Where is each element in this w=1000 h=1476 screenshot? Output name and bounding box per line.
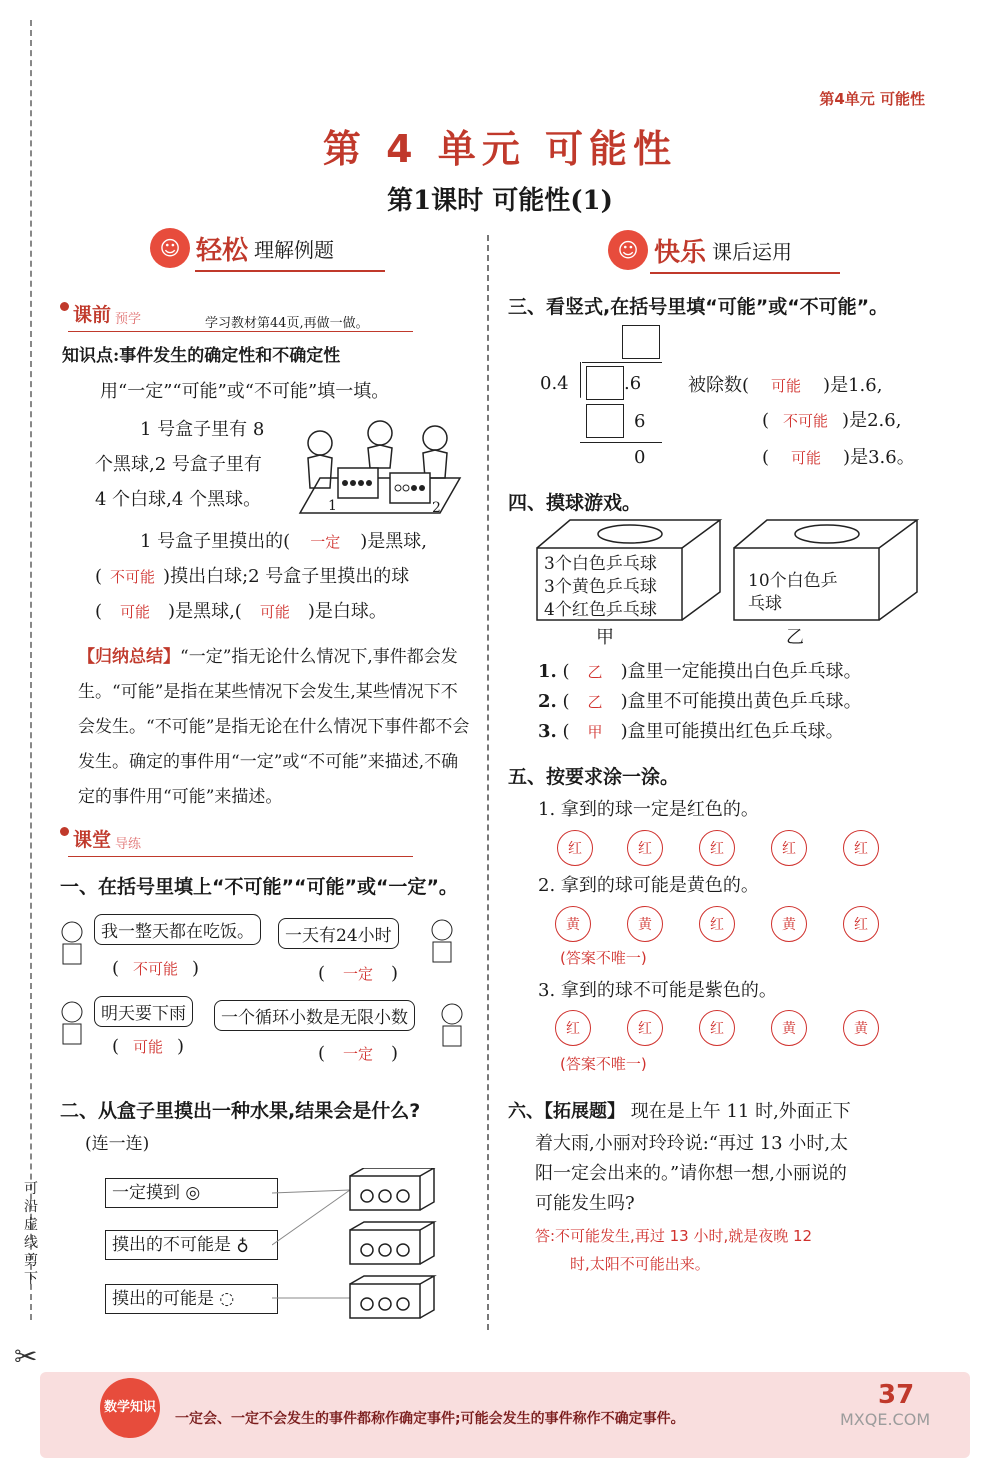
ball: 红: [843, 906, 879, 942]
left-banner-underline: [195, 270, 385, 272]
ball: 黄: [771, 1010, 807, 1046]
speech-bubble-2: 一天有24小时: [278, 918, 399, 949]
q5-item-1: 1. 拿到的球一定是红色的。: [538, 799, 759, 820]
q3-answer-2: ( 不可能 )是2.6,: [762, 410, 902, 431]
tag-dot: [60, 302, 69, 311]
ball: 黄: [627, 906, 663, 942]
class-tag-label: 课堂: [73, 829, 112, 851]
question-2-title: 二、从盒子里摸出一种水果,结果会是什么?: [60, 1100, 421, 1122]
pre-tag-line: [68, 331, 413, 332]
link-option-1: 一定摸到 ◎: [105, 1178, 278, 1208]
box-label-1: 1: [328, 498, 337, 514]
box-jia-line-1: 3个白色乒乓球: [544, 554, 657, 574]
answer-row-1-right: ( 一定 ): [318, 963, 399, 984]
ball: 红: [627, 1010, 663, 1046]
subtraction-line: [580, 442, 662, 443]
q5-note-2: (答案不唯一): [560, 949, 647, 967]
footer-text: 一定会、一定不会发生的事件都称作确定事件;可能会发生的事件称作不确定事件。: [175, 1411, 685, 1427]
child-icon: [55, 1000, 89, 1046]
question-2-sub: (连一连): [85, 1134, 150, 1154]
answer-row-1-left: ( 不可能 ): [112, 958, 200, 979]
answer-row-2-left: ( 可能 ): [112, 1036, 185, 1057]
box-label-jia: 甲: [596, 627, 614, 648]
pre-tag: [60, 300, 141, 327]
pre-tag-sub: 预学: [115, 312, 142, 327]
class-tag-line: [68, 856, 413, 857]
peach-icon: ◌: [219, 1289, 235, 1309]
child-figure-2: [368, 421, 392, 468]
q5-item-2: 2. 拿到的球可能是黄色的。: [538, 875, 759, 896]
product-box: [586, 404, 624, 438]
right-banner-underline: [650, 272, 840, 274]
child-icon: [55, 920, 89, 966]
box-label-yi: 乙: [786, 627, 804, 648]
fill-line-2: ( 不可能 )摸出白球;2 号盒子里摸出的球: [95, 566, 410, 587]
left-banner: [150, 228, 334, 268]
q6-line-3: 阳一定会出来的。”请你想一想,小丽说的: [535, 1163, 847, 1184]
division-bracket: [580, 362, 581, 398]
box-jia-line-2: 3个黄色乒乓球: [544, 577, 657, 597]
watermark: MXQE.COM: [840, 1410, 931, 1429]
summary-block: 【归纳总结】“一定”指无论什么情况下,事件都会发生。“可能”是指在某些情况下会发生,某些情况下不会发生。“不可能”是指无论在什么情况下事件都不会发生。确定的事件用“一定”或“不可能”来描述,不确定的事件用“可能”来描述。: [78, 647, 470, 807]
divisor: 0.4: [540, 373, 569, 394]
speech-bubble-4: 一个循环小数是无限小数: [214, 1000, 415, 1031]
ball: 红: [699, 906, 735, 942]
q4-item-2: 2. ( 乙 )盒里不可能摸出黄色乒乓球。: [538, 691, 862, 712]
instruction: 用“一定”“可能”或“不可能”填一填。: [100, 381, 390, 402]
child-icon: ☺: [608, 230, 648, 270]
child-figure-3: [423, 426, 447, 478]
ball: 黄: [771, 906, 807, 942]
q6-line-1: 六、【拓展题】 现在是上午 11 时,外面正下: [508, 1101, 851, 1122]
page-number: 37: [878, 1380, 915, 1410]
class-tag-sub: 导练: [115, 837, 142, 852]
left-banner-small: 理解例题: [254, 237, 335, 262]
division-bar: [582, 362, 662, 363]
ball: 红: [555, 1010, 591, 1046]
remainder: 0: [634, 447, 646, 468]
ball: 红: [843, 830, 879, 866]
question-1-title: 一、在括号里填上“不可能”“可能”或“一定”。: [60, 876, 458, 898]
knowledge-point: 知识点:事件发生的确定性和不确定性: [62, 346, 341, 366]
box-label-2: 2: [432, 500, 441, 516]
child-icon: [435, 1002, 469, 1048]
ball: 红: [627, 830, 663, 866]
right-banner-big: 快乐: [654, 237, 707, 268]
quotient-box: [622, 325, 660, 359]
story-line-3: 4 个白球,4 个黑球。: [95, 489, 262, 510]
q6-line-2: 着大雨,小丽对玲玲说:“再过 13 小时,太: [535, 1133, 849, 1154]
speech-bubble-1: 我一整天都在吃饭。: [94, 914, 261, 945]
ball: 红: [771, 830, 807, 866]
ball: 黄: [555, 906, 591, 942]
story-illustration: [290, 418, 470, 518]
answer-row-2-right: ( 一定 ): [318, 1043, 399, 1064]
lesson-title: 第1课时 可能性(1): [387, 186, 613, 216]
q5-note-3: (答案不唯一): [560, 1055, 647, 1073]
tag-dot: [60, 827, 69, 836]
box-yi-line-1: 10个白色乒: [748, 571, 838, 591]
fruit-box-1: [350, 1176, 420, 1210]
dividend-box: [586, 366, 624, 400]
scissors-icon: ✂: [14, 1340, 38, 1373]
q4-item-3: 3. ( 甲 )盒里可能摸出红色乒乓球。: [538, 721, 844, 742]
cut-guide-text: 可沿虚线剪下: [24, 1181, 38, 1287]
unit-title: 第 4 单元 可能性: [322, 127, 678, 171]
dividend-digit: .6: [624, 373, 642, 394]
question-3-title: 三、看竖式,在括号里填“可能”或“不可能”。: [508, 296, 889, 318]
fill-line-3: ( 可能 )是黑球,( 可能 )是白球。: [95, 601, 387, 622]
question-5-title: 五、按要求涂一涂。: [508, 766, 680, 788]
speech-bubble-3: 明天要下雨: [94, 996, 193, 1027]
link-option-2: 摸出的不可能是 ♁: [105, 1230, 278, 1260]
ball: 红: [557, 830, 593, 866]
right-banner-small: 课后运用: [712, 239, 793, 264]
ball: 红: [699, 830, 735, 866]
box-yi-line-2: 乓球: [748, 594, 782, 614]
box-jia-line-3: 4个红色乒乓球: [544, 600, 657, 620]
story-line-2: 个黑球,2 号盒子里有: [95, 454, 262, 475]
apple-icon: ◎: [185, 1183, 201, 1203]
child-icon: ☺: [150, 228, 190, 268]
column-divider: [487, 235, 489, 1330]
question-4-title: 四、摸球游戏。: [508, 492, 642, 514]
pre-note: 学习教材第44页,再做一做。: [205, 316, 369, 331]
fruit-box-2: [350, 1230, 420, 1264]
story-line-1: 1 号盒子里有 8: [140, 419, 265, 440]
link-option-3: 摸出的可能是 ◌: [105, 1284, 278, 1314]
q5-item-3: 3. 拿到的球不可能是紫色的。: [538, 980, 777, 1001]
pre-tag-label: 课前: [73, 304, 112, 326]
fruit-box-3: [350, 1284, 420, 1318]
q6-answer-1: 答:不可能发生,再过 13 小时,就是夜晚 12: [535, 1227, 813, 1245]
fill-line-1: 1 号盒子里摸出的( 一定 )是黑球,: [140, 531, 427, 552]
footer-badge: 数学知识: [100, 1378, 160, 1438]
left-banner-big: 轻松: [196, 235, 249, 266]
fruit-boxes: [272, 1168, 442, 1328]
ball: 红: [699, 1010, 735, 1046]
header-corner: 第4单元 可能性: [819, 90, 925, 108]
q3-answer-3: ( 可能 )是3.6。: [762, 447, 915, 468]
connection-lines: [272, 1190, 350, 1298]
pear-icon: ♁: [236, 1235, 249, 1255]
class-tag: [60, 825, 141, 852]
ball: 黄: [843, 1010, 879, 1046]
right-banner: [608, 230, 792, 270]
q6-answer-2: 时,太阳不可能出来。: [570, 1255, 710, 1273]
q6-line-4: 可能发生吗?: [535, 1193, 635, 1214]
q3-answer-1: 被除数( 可能 )是1.6,: [688, 375, 883, 396]
child-icon: [425, 918, 459, 964]
product-digit: 6: [634, 411, 646, 432]
q4-item-1: 1. ( 乙 )盒里一定能摸出白色乒乓球。: [538, 661, 862, 682]
